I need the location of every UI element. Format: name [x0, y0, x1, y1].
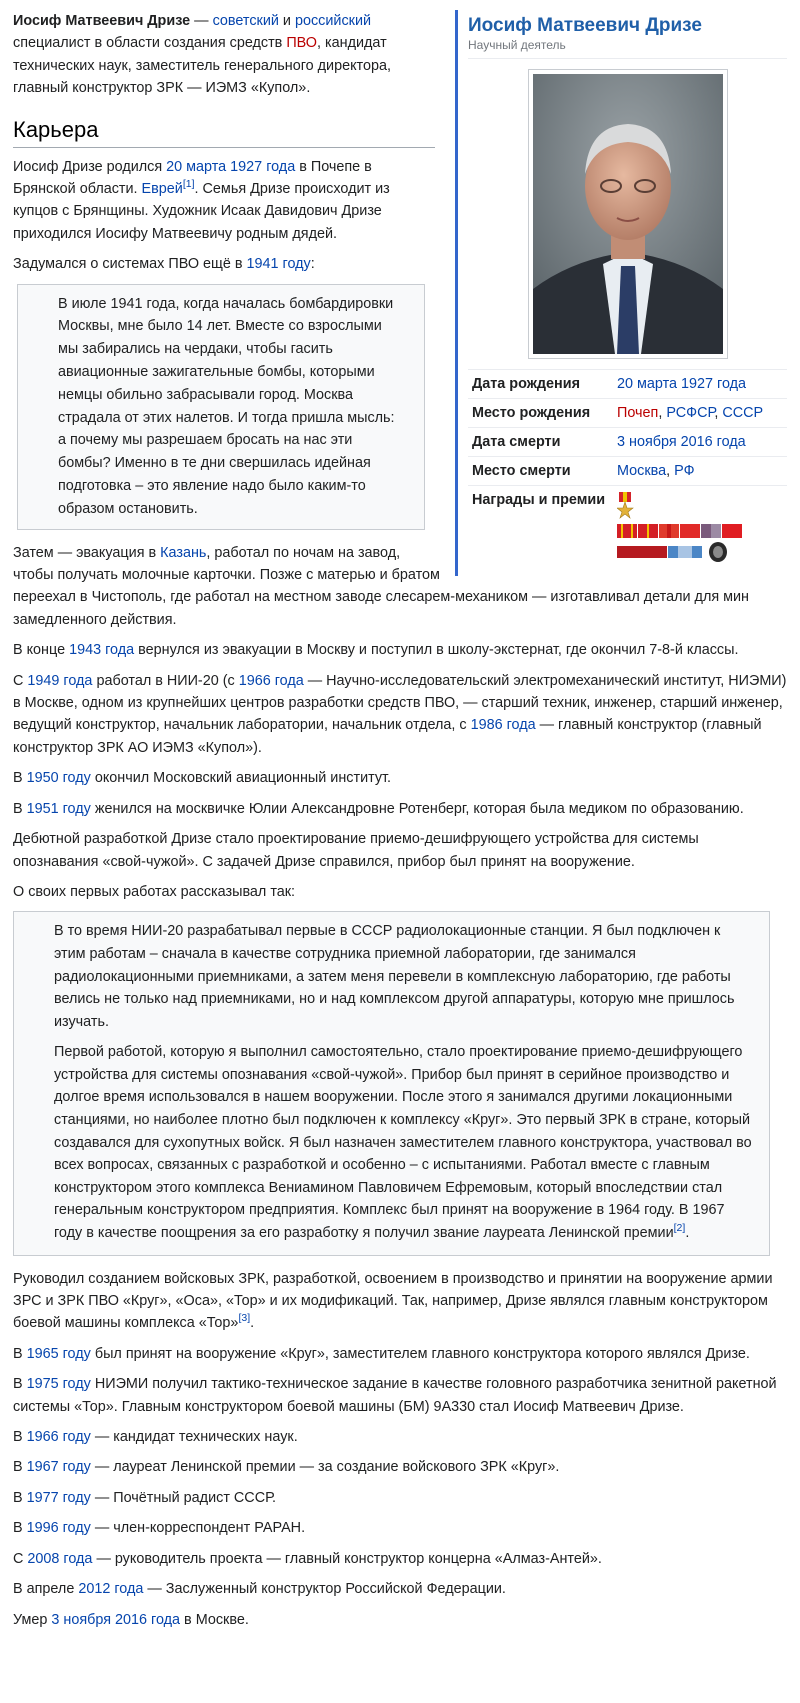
text: Иосиф Дризе родился [13, 158, 167, 175]
text: — кандидат технических наук. [90, 1429, 298, 1446]
text: . Семья Дризе происходит из купцов с Брянщины. Художник Исаак Давидович Дризе приходился Иосифу Матвеевичу родным дядей. [13, 181, 390, 242]
paragraph-1943 [13, 639, 787, 661]
link-1977[interactable]: 1977 году [26, 1489, 91, 1506]
ribbon-row-1-icon[interactable] [617, 524, 742, 538]
birth-place-ussr-link[interactable]: СССР [722, 405, 764, 421]
separator: , [658, 405, 667, 421]
link-1951[interactable]: 1951 году [26, 800, 91, 817]
link-soviet[interactable]: советский [212, 13, 279, 29]
link-1941[interactable]: 1941 году [246, 256, 311, 273]
text: окончил Московский авиационный институт. [90, 770, 392, 787]
text: , кандидат технических наук, заместитель генерального директора, главный конструктор ЗРК — ИЭМЗ «Купол». [13, 35, 391, 97]
text: — член-корреспондент РАРАН. [90, 1520, 306, 1537]
birth-date-label: Дата рождения [472, 376, 580, 392]
text: — Почётный радист СССР. [90, 1489, 276, 1506]
paragraph-nii-20 [13, 670, 787, 760]
death-date-link[interactable]: 3 ноября 2016 года [617, 434, 746, 450]
infobox-row-death-date [468, 427, 787, 456]
link-kazan[interactable]: Казань [160, 544, 207, 561]
link-1965[interactable]: 1965 году [26, 1345, 91, 1362]
quote-text: В то время НИИ-20 разрабатывал первые в СССР радиолокационные станции. Я был подключен к этим работам – сначала в качестве сотрудника приемной лаборатории, где занимался радиолокационными приемниками, а затем меня перевели в комплексную лабораторию, где работы велись не только над приемниками, но и над комплексом другой аппаратуры, которую мне пришлось изучать. [54, 923, 735, 1030]
text: В [13, 1459, 27, 1476]
reference-2[interactable]: [2] [673, 1222, 686, 1235]
section-heading-career: Карьера [13, 115, 435, 148]
paragraph-1965 [13, 1343, 787, 1365]
paragraph-2012 [13, 1578, 787, 1600]
infobox-row-birth-place [468, 398, 787, 427]
text: В [13, 1376, 27, 1393]
infobox-subtitle: Научный деятель [468, 38, 787, 59]
text: Первой работой, которую я выполнил самостоятельно, стало проектирование приемо-дешифрующего устройства для системы опознавания «свой-чужой». Прибор был принят в серийное производство и долгое время использовался в нашем вооружении. После этого я занимался другими локационными станциями, но наиболее плотно был подключен к комплексу «Круг». Это первый ЗРК в стране, который создавался для сухопутных войск. Я был назначен заместителем главного конструктора, участвовал во всех вопросах, связанных с разработкой и особенно – с испытаниями. Работал вместе с главным конструктором этого комплекса Вениамином Павловичем Ефремовым, который впоследствии стал генеральным конструктором предприятия. Комплекс был принят на вооружение в 1964 году. В 1967 году в качестве поощрения за его разработку я получил звание лауреата Ленинской премии [54, 1044, 752, 1242]
birth-place-city-link[interactable]: Почеп [617, 405, 659, 421]
death-place-city-link[interactable]: Москва [617, 463, 667, 479]
link-russian[interactable]: российский [294, 13, 372, 29]
text: С [13, 1550, 28, 1567]
quote-text: В июле 1941 года, когда началась бомбардировки Москвы, мне было 14 лет. Вместе со взрослыми мы забирались на чердаки, чтобы гасить авиационные зажигательные бомбы, которыми немцы обильно забрасывали город. Москва страдала от этих налетов. И тогда пришла мысль: а почему мы разрешаем бросать на нас эти бомбы? Именно в те дни свершилась идейная подготовка – это явление надо было каким-то образом остановить. [58, 295, 395, 517]
text: Задумался о системах ПВО ещё в [13, 256, 247, 273]
paragraph-death [13, 1609, 787, 1631]
link-pvo[interactable]: ПВО [286, 35, 318, 52]
paragraph-1977 [13, 1487, 787, 1509]
infobox-row-birth-date [468, 369, 787, 398]
infobox-row-death-place [468, 456, 787, 485]
text: В [13, 800, 27, 817]
infobox [455, 10, 787, 576]
text: был принят на вооружение «Круг», заместителем главного конструктора которого являлся Дризе. [90, 1345, 750, 1362]
text: В [13, 1489, 27, 1506]
separator: , [666, 463, 675, 479]
text: , работал по ночам на завод, чтобы получать молочные карточки. Позже с матерью и братом переехал в Чистополь, где работал на местном заводе слесарем-механиком — изготавливал детали для мин замедленного действия. [13, 544, 750, 628]
link-2012[interactable]: 2012 года [78, 1581, 144, 1598]
text: В апреле [13, 1581, 79, 1598]
text: в Москве. [180, 1611, 249, 1628]
subject-name: Иосиф Матвеевич Дризе [13, 13, 191, 29]
text: и [278, 13, 295, 29]
birth-place-label: Место рождения [472, 405, 591, 421]
link-jew[interactable]: Еврей [141, 181, 183, 198]
birth-place-rsfsr-link[interactable]: РСФСР [666, 405, 715, 421]
portrait-photo [533, 74, 723, 354]
text: Умер [13, 1611, 52, 1628]
text: Затем — эвакуация в [13, 544, 161, 561]
quote-text-2 [54, 1041, 755, 1244]
paragraph-debut: Дебютной разработкой Дризе стало проектирование приемо-дешифрующего устройства для системы опознавания «свой-чужой». С задачей Дризе справился, прибор был принят на вооружение. [13, 831, 699, 870]
separator: , [714, 405, 723, 421]
paragraph-1975 [13, 1373, 787, 1418]
text: С [13, 672, 28, 689]
link-1966[interactable]: 1966 года [238, 672, 304, 689]
death-place-country-link[interactable]: РФ [674, 463, 695, 479]
text: — Научно-исследовательский электромеханический институт, НИЭМИ) в Москве, одном из крупнейших центров разработки средств ПВО, — старший техник, инженер, старший инженер, ведущий конструктор, начальник лаборатории, начальник отдела, с [13, 672, 787, 734]
text: — руководитель проекта — главный конструктор концерна «Алмаз-Антей». [92, 1550, 602, 1567]
text: — [190, 13, 213, 29]
link-1966-phd[interactable]: 1966 году [26, 1429, 91, 1446]
reference-3[interactable]: [3] [238, 1312, 251, 1325]
text: — главный конструктор (главный конструктор ЗРК АО ИЭМЗ «Купол»). [13, 717, 762, 756]
paragraph-1996 [13, 1517, 787, 1539]
text: вернулся из эвакуации в Москву и поступил в школу-экстернат, где окончил 7-8-й классы. [134, 642, 739, 659]
infobox-row-awards [468, 485, 787, 576]
text: специалист в области создания средств [13, 35, 287, 52]
link-birth-date[interactable]: 20 марта 1927 года [166, 158, 296, 175]
text: В конце [13, 642, 70, 659]
text: в Почепе в Брянской области. [13, 158, 372, 198]
paragraph-first-works-intro: О своих первых работах рассказывал так: [13, 883, 296, 900]
death-place-label: Место смерти [472, 463, 571, 479]
text: В [13, 1520, 27, 1537]
link-1967[interactable]: 1967 году [26, 1459, 91, 1476]
quote-first-works [13, 911, 770, 1255]
paragraph-zrk [13, 1268, 787, 1335]
death-date-label: Дата смерти [472, 434, 561, 450]
link-1986[interactable]: 1986 года [470, 717, 536, 734]
paragraph-2008 [13, 1548, 787, 1570]
paragraph-birth [13, 156, 433, 246]
text: — лауреат Ленинской премии — за создание войскового ЗРК «Круг». [90, 1459, 560, 1476]
paragraph-1966 [13, 1426, 787, 1448]
paragraph-1950 [13, 767, 787, 789]
link-1975[interactable]: 1975 году [26, 1376, 91, 1393]
awards-label: Награды и премии [472, 492, 606, 508]
text: В [13, 770, 27, 787]
paragraph-1967 [13, 1456, 787, 1478]
birth-date-link[interactable]: 20 марта 1927 года [617, 376, 747, 392]
text: Руководил созданием войсковых ЗРК, разработкой, освоением в производство и принятии на вооружение армии ЗРС и ЗРК ПВО «Круг», «Оса», «Тор» и их модификаций. Так, например, Дризе являлся главным конструктором боевой машины комплекса «Тор» [13, 1270, 773, 1332]
link-1949[interactable]: 1949 года [27, 672, 93, 689]
paragraph-pvo-thoughts [13, 253, 433, 275]
link-1996[interactable]: 1996 году [26, 1520, 91, 1537]
text: В [13, 1429, 27, 1446]
link-1943[interactable]: 1943 года [69, 642, 135, 659]
link-1950[interactable]: 1950 году [26, 770, 91, 787]
infobox-title: Иосиф Матвеевич Дризе [468, 15, 702, 36]
portrait-frame[interactable] [528, 69, 728, 359]
ribbon-row-2-icon[interactable] [617, 542, 727, 562]
text: В [13, 1345, 27, 1362]
reference-1[interactable]: [1] [182, 178, 195, 191]
link-2008[interactable]: 2008 года [27, 1550, 93, 1567]
text: — Заслуженный конструктор Российской Федерации. [143, 1581, 506, 1598]
text: : [310, 256, 315, 273]
text: женился на москвичке Юлии Александровне Ротенберг, которая была медиком по образованию. [90, 800, 744, 817]
text: работал в НИИ-20 (с [92, 672, 239, 689]
paragraph-1951 [13, 798, 787, 820]
awards-ribbons [617, 492, 747, 572]
text: . [250, 1315, 255, 1332]
text: НИЭМИ получил тактико-техническое задание в качестве головного разработчика зенитной ракетной системы «Тор». Главным конструктором боевой машины (БМ) 9А330 стал Иосиф Матвеевич Дризе. [13, 1376, 777, 1415]
link-death-date[interactable]: 3 ноября 2016 года [51, 1611, 181, 1628]
quote-1941 [17, 284, 425, 530]
text: . [685, 1225, 690, 1242]
gold-star-medal-icon[interactable] [617, 492, 633, 518]
